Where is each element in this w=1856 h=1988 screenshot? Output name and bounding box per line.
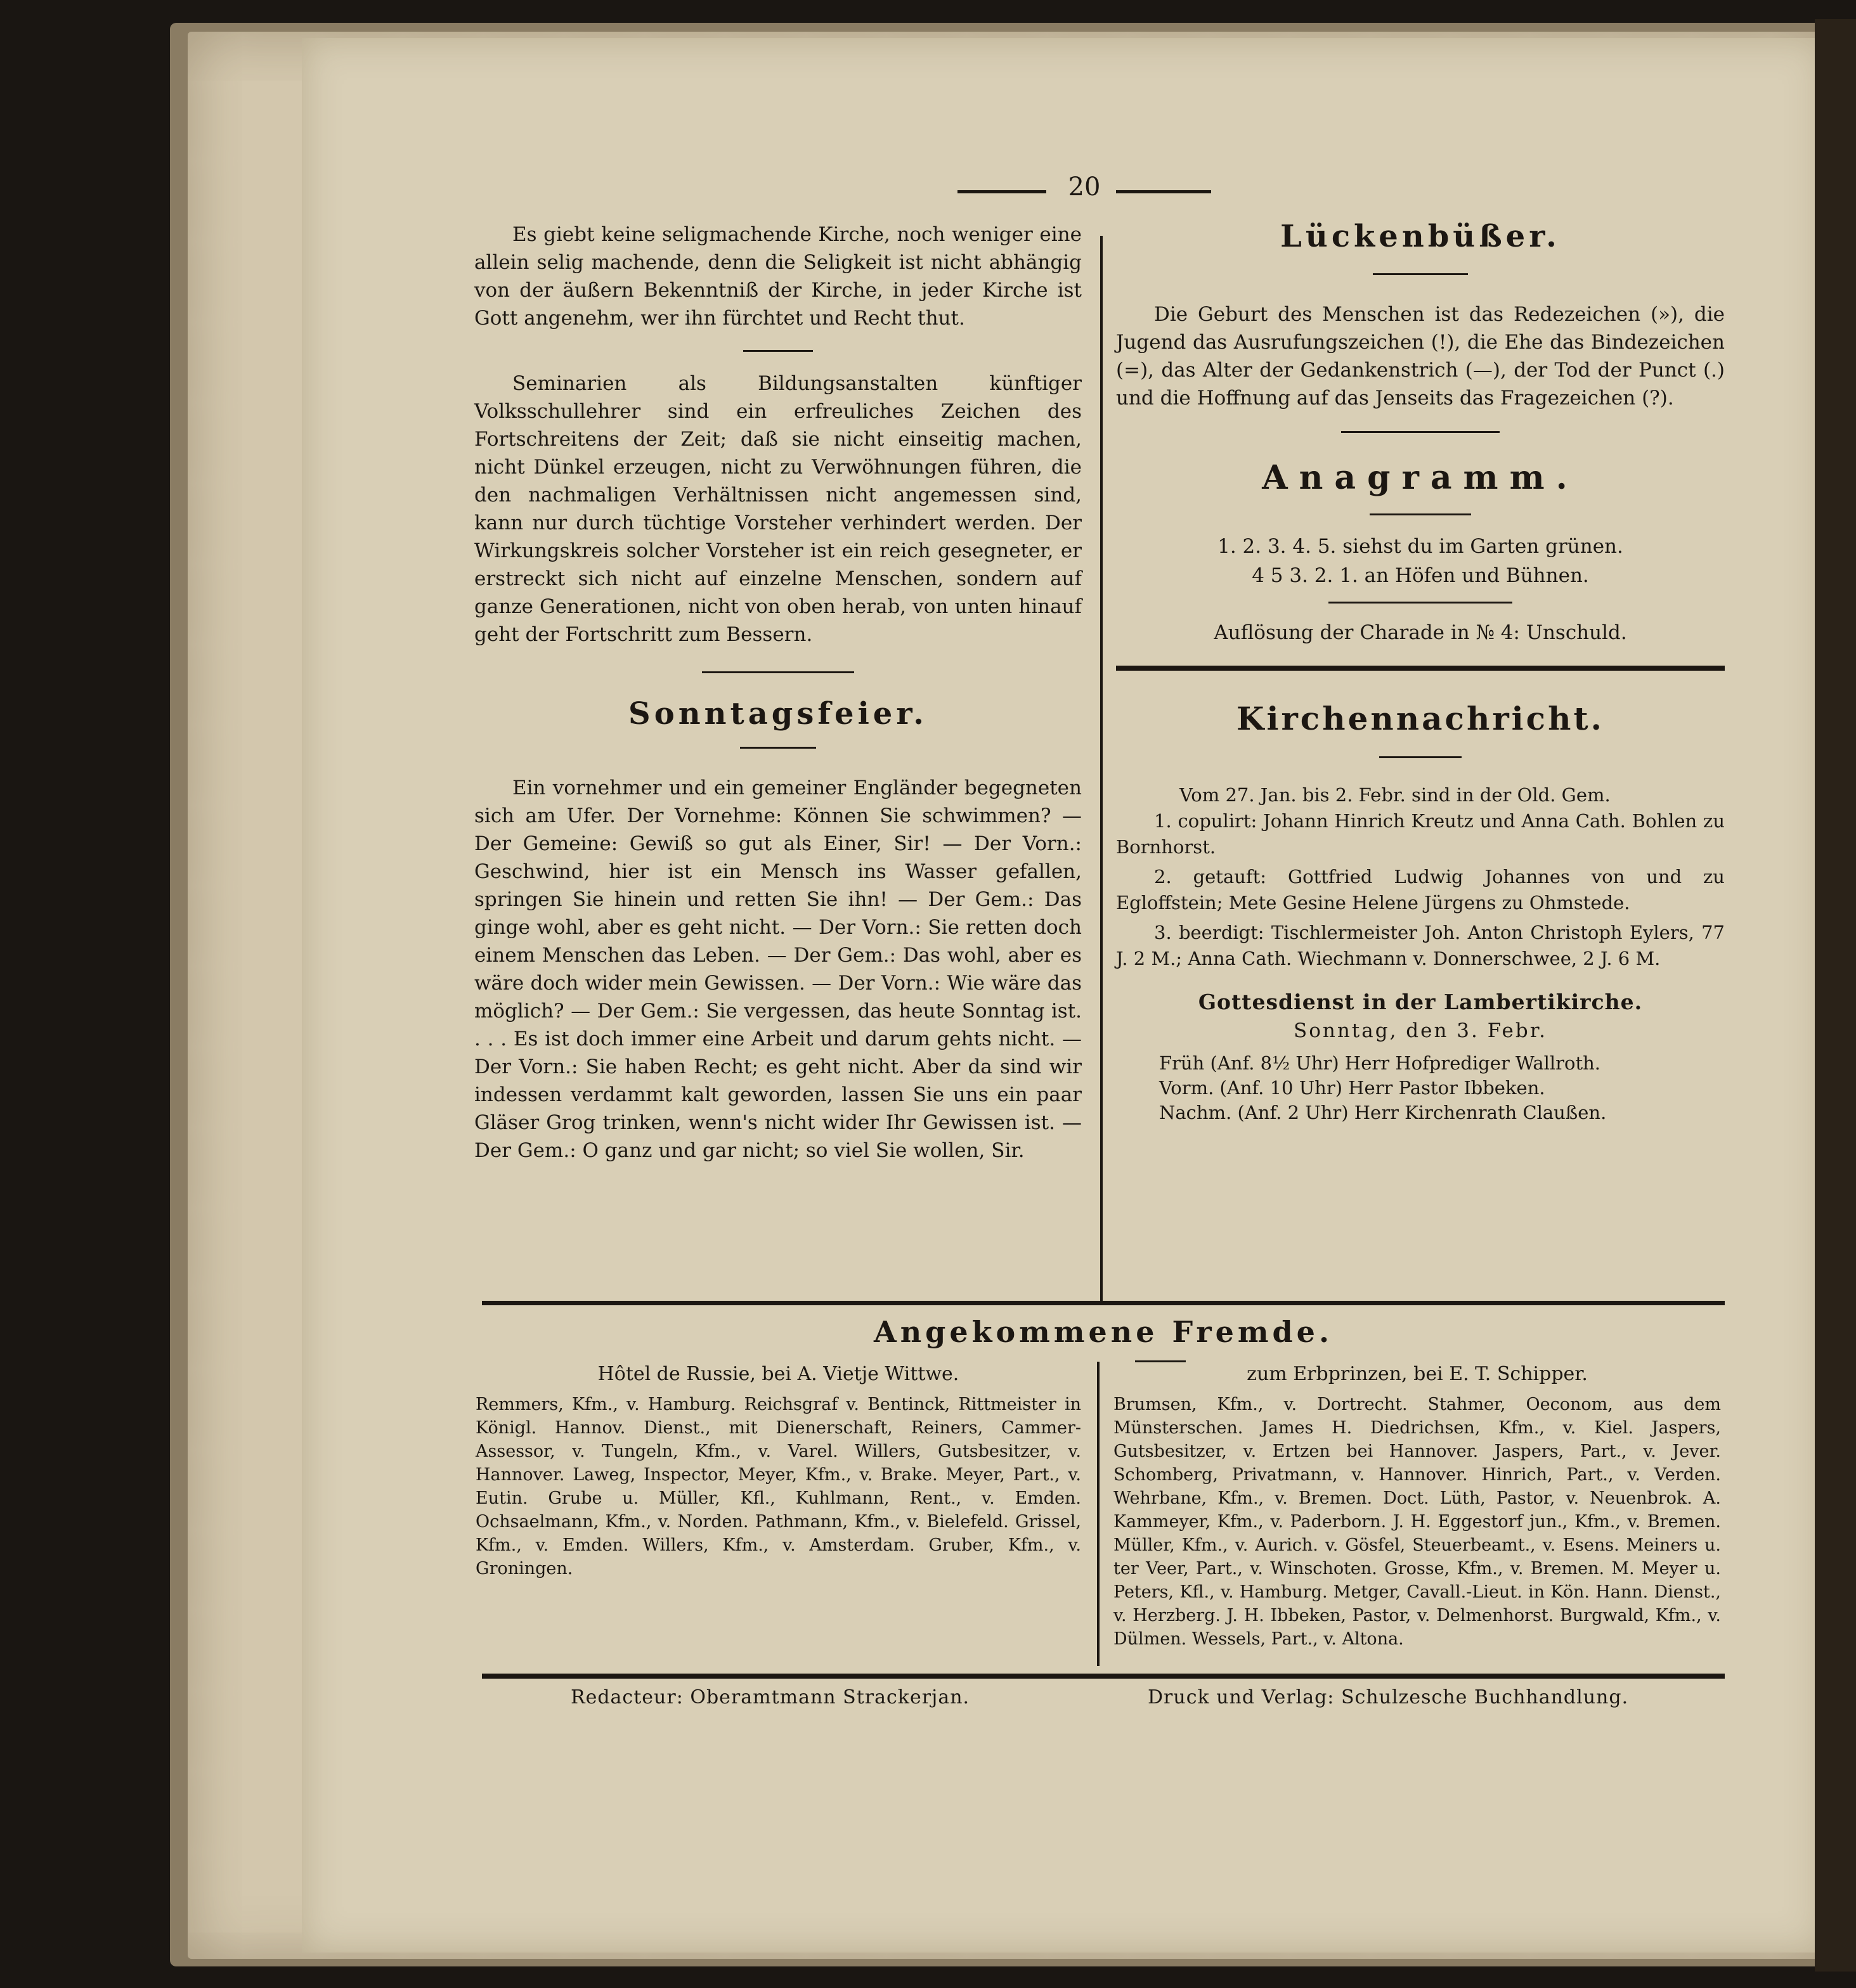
gottesdienst-frueh: Früh (Anf. 8½ Uhr) Herr Hofprediger Wallroth.	[1159, 1052, 1601, 1074]
book-gutter	[1815, 19, 1856, 1972]
gottesdienst-vorm: Vorm. (Anf. 10 Uhr) Herr Pastor Ibbeken.	[1159, 1077, 1545, 1099]
separator-rule	[743, 350, 813, 352]
separator-rule	[1341, 431, 1500, 433]
erbprinzen-heading: zum Erbprinzen, bei E. T. Schipper.	[1247, 1363, 1588, 1385]
separator-rule	[1370, 513, 1471, 515]
paragraph-kirche: Es giebt keine seligmachende Kirche, noch weniger eine allein selig machende, denn die Seligkeit ist nicht abhängig von der äußern Bekenntniß der Kirche, in jeder Kirche ist Gott angenehm, wer ihn fürchtet und Recht thut.	[474, 223, 1082, 330]
footer-druck: Druck und Verlag: Schulzesche Buchhandlung.	[1148, 1686, 1629, 1708]
section-rule-thick	[1116, 666, 1725, 671]
folio-rule-left	[957, 190, 1046, 193]
separator-rule	[740, 747, 816, 749]
column-divider-fremde	[1097, 1362, 1100, 1666]
section-rule-thick	[482, 1301, 1725, 1305]
separator-rule	[1135, 1360, 1186, 1362]
paragraph-sonntagsfeier: Ein vornehmer und ein gemeiner Engländer begegneten sich am Ufer. Der Vornehme: Können Sie schwimmen? — Der Gemeine: Gewiß so gut als Einer, Sir! — Der Vorn.: Geschwind, hier ist ein Mensch ins Wasser gefallen, springen Sie hinein und retten Sie ihn! — Der Gem.: Das ginge wohl, aber es geht nicht. — Der Vorn.: Sie retten doch einem Menschen das Leben. — Der Gem.: Das wohl, aber es wäre doch wider mein Gewissen. — Der Vorn.: Wie wäre das möglich? — Der Gem.: Sie vergessen, das heute Sonntag ist. . . . Es ist doch immer eine Arbeit und darum gehts nicht. — Der Vorn.: Sie haben Recht; es geht nicht. Aber da sind wir indessen verdammt kalt geworden, lassen Sie uns ein paar Gläser Grog trinken, wenn's nicht wider Ihr Gewissen ist. — Der Gem.: O ganz und gar nicht; so viel Sie wollen, Sir.	[474, 777, 1082, 1162]
kirchen-entries	[1116, 782, 1725, 972]
gottesdienst-nachm: Nachm. (Anf. 2 Uhr) Herr Kirchenrath Claußen.	[1159, 1102, 1607, 1123]
folio-rule-right	[1116, 190, 1211, 193]
footer-redacteur: Redacteur: Oberamtmann Strackerjan.	[571, 1686, 970, 1708]
heading-gottesdienst: Gottesdienst in der Lambertikirche.	[1198, 990, 1643, 1014]
erbprinzen-guests: Brumsen, Kfm., v. Dortrecht. Stahmer, Oeconom, aus dem Münsterschen. James H. Diedrichsen, Kfm., v. Kiel. Jaspers, Gutsbesitzer, v. Ertzen bei Hannover. Jaspers, Part., v. Jever. Schomberg, Privatmann, v. Hannover. Hinrich, Part., v. Verden. Wehrbane, Kfm., v. Bremen. Doct. Lüth, Pastor, v. Neuenbrok. A. Kammeyer, Kfm., v. Paderborn. J. H. Eggestorf jun., Kfm., v. Bremen. Müller, Kfm., v. Aurich. v. Gösfel, Steuerbeamt., v. Esens. Meiners u. ter Veer, Part., v. Winschoten. Grosse, Kfm., v. Bremen. M. Meyer u. Peters, Kfl., v. Hamburg. Metger, Cavall.-Lieut. in Kön. Hann. Dienst., v. Herzberg. J. H. Ibbeken, Pastor, v. Delmenhorst. Burgwald, Kfm., v. Dülmen. Wessels, Part., v. Altona.	[1113, 1395, 1721, 1649]
kirchen-copulirt: 1. copulirt: Johann Hinrich Kreutz und Anna Cath. Bohlen zu Bornhorst.	[1116, 810, 1725, 858]
heading-kirchennachricht: Kirchennachricht.	[1236, 700, 1604, 737]
fremde-right-column	[1113, 1363, 1721, 1651]
heading-angekommene-fremde: Angekommene Fremde.	[874, 1315, 1333, 1349]
separator-rule	[1373, 273, 1468, 275]
paragraph-lueckenbuesser: Die Geburt des Menschen ist das Redezeichen (»), die Jugend das Ausrufungszeichen (!), die Ehe das Bindezeichen (=), das Alter der Gedankenstrich (—), der Tod der Punct (.) und die Hoffnung auf das Jenseits das Fragezeichen (?).	[1116, 303, 1725, 410]
hotel-russie-guests: Remmers, Kfm., v. Hamburg. Reichsgraf v. Bentinck, Rittmeister in Königl. Hannov. Dienst., mit Dienerschaft, Reiners, Cammer-Assessor, v. Tungeln, Kfm., v. Varel. Willers, Gutsbesitzer, v. Hannover. Laweg, Inspector, Meyer, Kfm., v. Brake. Meyer, Part., v. Eutin. Grube u. Müller, Kfl., Kuhlmann, Rent., v. Emden. Ochsaelmann, Kfm., v. Norden. Pathmann, Kfm., v. Bielefeld. Grissel, Kfm., v. Emden. Willers, Kfm., v. Amsterdam. Gruber, Kfm., v. Groningen.	[476, 1395, 1081, 1578]
page-number-text: 20	[1068, 172, 1101, 202]
page-number	[951, 172, 1217, 210]
fremde-left-column	[476, 1363, 1081, 1580]
footer-rule-thick	[482, 1674, 1725, 1679]
left-column	[474, 221, 1082, 1165]
kirchen-intro: Vom 27. Jan. bis 2. Febr. sind in der Old. Gem.	[1179, 784, 1611, 806]
paragraph-seminarien: Seminarien als Bildungsanstalten künftiger Volksschullehrer sind ein erfreuliches Zeichen des Fortschreitens der Zeit; daß sie nicht einseitig machen, nicht Dünkel erzeugen, nicht zu Verwöhnungen führen, die den nachmaligen Verhältnissen nicht angemessen sind, kann nur durch tüchtige Vorsteher verhindert werden. Der Wirkungskreis solcher Vorsteher ist ein reich gesegneter, er erstreckt sich nicht auf einzelne Menschen, sondern auf ganze Generationen, nicht von oben herab, von unten hinauf geht der Fortschritt zum Bessern.	[474, 372, 1082, 646]
anagramm-line-2: 4 5 3. 2. 1. an Höfen und Bühnen.	[1252, 564, 1589, 587]
separator-rule	[1379, 756, 1462, 758]
heading-lueckenbuesser: Lückenbüßer.	[1280, 219, 1561, 254]
kirchen-beerdigt: 3. beerdigt: Tischlermeister Joh. Anton Christoph Eylers, 77 J. 2 M.; Anna Cath. Wiechmann v. Donnerschwee, 2 J. 6 M.	[1116, 922, 1725, 969]
separator-rule	[1328, 602, 1512, 604]
heading-anagramm: Anagramm.	[1262, 458, 1579, 497]
anagramm-line-1: 1. 2. 3. 4. 5. siehst du im Garten grünen.	[1217, 535, 1623, 558]
column-divider	[1100, 236, 1103, 1301]
anagramm-verse	[1116, 532, 1725, 590]
charade-solution: Auflösung der Charade in № 4: Unschuld.	[1214, 621, 1627, 644]
heading-sonntagsfeier: Sonntagsfeier.	[628, 696, 928, 732]
gottesdienst-list	[1116, 1051, 1725, 1125]
gottesdienst-date: Sonntag, den 3. Febr.	[1293, 1019, 1548, 1042]
right-column	[1116, 219, 1725, 1125]
separator-rule	[702, 671, 854, 673]
hotel-russie-heading: Hôtel de Russie, bei A. Vietje Wittwe.	[597, 1363, 959, 1385]
kirchen-getauft: 2. getauft: Gottfried Ludwig Johannes von und zu Egloffstein; Mete Gesine Helene Jürgens zu Ohmstede.	[1116, 866, 1725, 913]
